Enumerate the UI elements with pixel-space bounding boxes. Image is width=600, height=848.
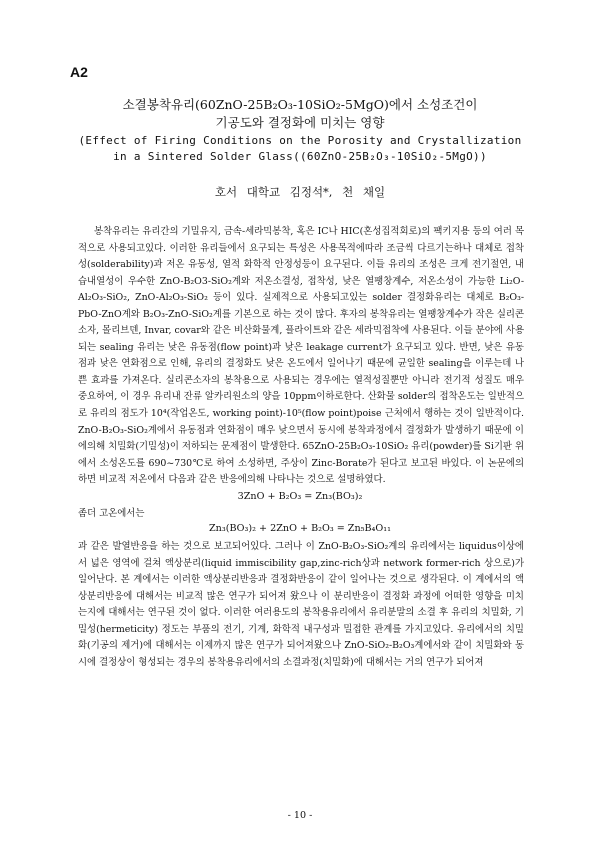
- korean-title-line1: 소결봉착유리(60ZnO-25B₂O₃-10SiO₂-5MgO)에서 소성조건이: [122, 97, 478, 112]
- english-title-line1: (Effect of Firing Conditions on the Porosity and Crystallization: [78, 134, 522, 147]
- english-title-line2: in a Sintered Solder Glass((60ZnO-25B₂O₃-10SiO₂-5MgO)): [113, 150, 487, 163]
- body-paragraph-1: 봉착유리는 유리간의 기밀유지, 금속-세라믹봉착, 혹은 IC나 HIC(혼성집적회로)의 팩키지용 등의 여러 목적으로 사용되고있다. 이러한 유리들에서 요구되는 특성은 사용목적에따라 조금씩 다르기는하나 대체로 접착성(solderability)과 저온 유동성, 열적 화학적 안정성등이 요구된다. 이들 유리의 조성은 크게 전기절연, 내습내열성이 우수한 ZnO-B₂O3-SiO₂계와 저온소결성, 접착성, 낮은 열팽창계수, 저온소성이 가능한 Li₂O-Al₂O₃-SiO₂, ZnO-Al₂O₃-SiO₂ 등이 있다. 실제적으로 사용되고있는 solder 결정화유리는 대체로 B₂O₃-PbO-ZnO계와 B₂O₃-ZnO-SiO₂계를 기본으로 하는 것이 많다. 후자의 봉착유리는 열팽창계수가 작은 실리콘소자, 몰리브덴, Invar, covar와 같은 비산화물계, 플라이트와 같은 세라믹접착에 사용된다. 이들 분야에 사용되는 sealing 유리는 낮은 유동점(flow point)과 낮은 leakage current가 요구되고 있다. 반면, 낮은 유동점과 낮은 연화점으로 인해, 유리의 결정화도 낮은 온도에서 일어나기 때문에 균일한 sealing을 이루는데 나쁜 효과를 가져온다. 실리콘소자의 봉착용으로 사용되는 경우에는 열적성질뿐만 아니라 전기적 성질도 매우 중요하여, 이 경우 유리내 잔류 알카리원소의 양을 10ppm이하로한다. 산화물 solder의 접착온도는 일반적으로 유리의 점도가 10⁴(작업온도, working point)-10⁵(flow point)poise 근처에서 행하는 것이 일반적이다. ZnO-B₂O₃-SiO₂계에서 유동점과 연화점이 매우 낮으면서 동시에 봉착과정에서 결정화가 발생하기 때문에 이에의해 치밀화(기밀성)이 저하되는 문제점이 발생한다. 65ZnO-25B₂O₃-10SiO₂ 유리(powder)를 Si기판 위에서 소성온도를 690~730℃로 하여 소성하면, 주상이 Zinc-Borate가 된다고 보고된 바있다. 이 논문에의하면 비교적 저온에서 다음과 같은 반응에의해 나타나는 것으로 설명하였다.: [78, 226, 524, 486]
- equation-1: 3ZnO + B₂O₃ = Zn₃(BO₃)₂: [237, 491, 363, 502]
- authors: 호서 대학교 김정석*, 천 채일: [214, 185, 386, 199]
- body-paragraph-2-intro: 좀더 고온에서는: [78, 508, 145, 519]
- section-code: A2: [70, 64, 88, 80]
- page-number: - 10 -: [287, 810, 313, 821]
- korean-title-line2: 기공도와 결정화에 미치는 영향: [215, 115, 385, 130]
- body-paragraph-3: 과 같은 발열반응을 하는 것으로 보고되어있다. 그러나 이 ZnO-B₂O₃-SiO₂계의 유리에서는 liquidus이상에서 넓은 영역에 걸쳐 액상분리(liquid immiscibility gap,zinc-rich상과 network former-rich 상으로)가 일어난다. 본 계에서는 이러한 액상분리반응과 결정화반응이 같이 일어나는 것으로 생각된다. 이 계에서의 액상분리반응에 대해서는 비교적 많은 연구가 되어져 왔으나 이 분리반응이 결정화 과정에 어떠한 영향을 미치는지에 대해서는 연구된 것이 없다. 이러한 여러용도의 봉착용유리에서 유리분말의 소결 후 유리의 치밀화, 기밀성(hermeticity) 정도는 부품의 전기, 기계, 화학적 내구성과 밀접한 관계를 가지고있다. 유리에서의 치밀화(기공의 제거)에 대해서는 이제까지 많은 연구가 되어져왔으나 ZnO-SiO₂-B₂O₃계에서와 같이 치밀화와 동시에 결정상이 형성되는 경우의 봉착용유리에서의 소결과정(치밀화)에 대해서는 거의 연구가 되어져: [78, 541, 524, 668]
- equation-2: Zn₃(BO₃)₂ + 2ZnO + B₂O₃ = Zn₅B₄O₁₁: [209, 523, 391, 534]
